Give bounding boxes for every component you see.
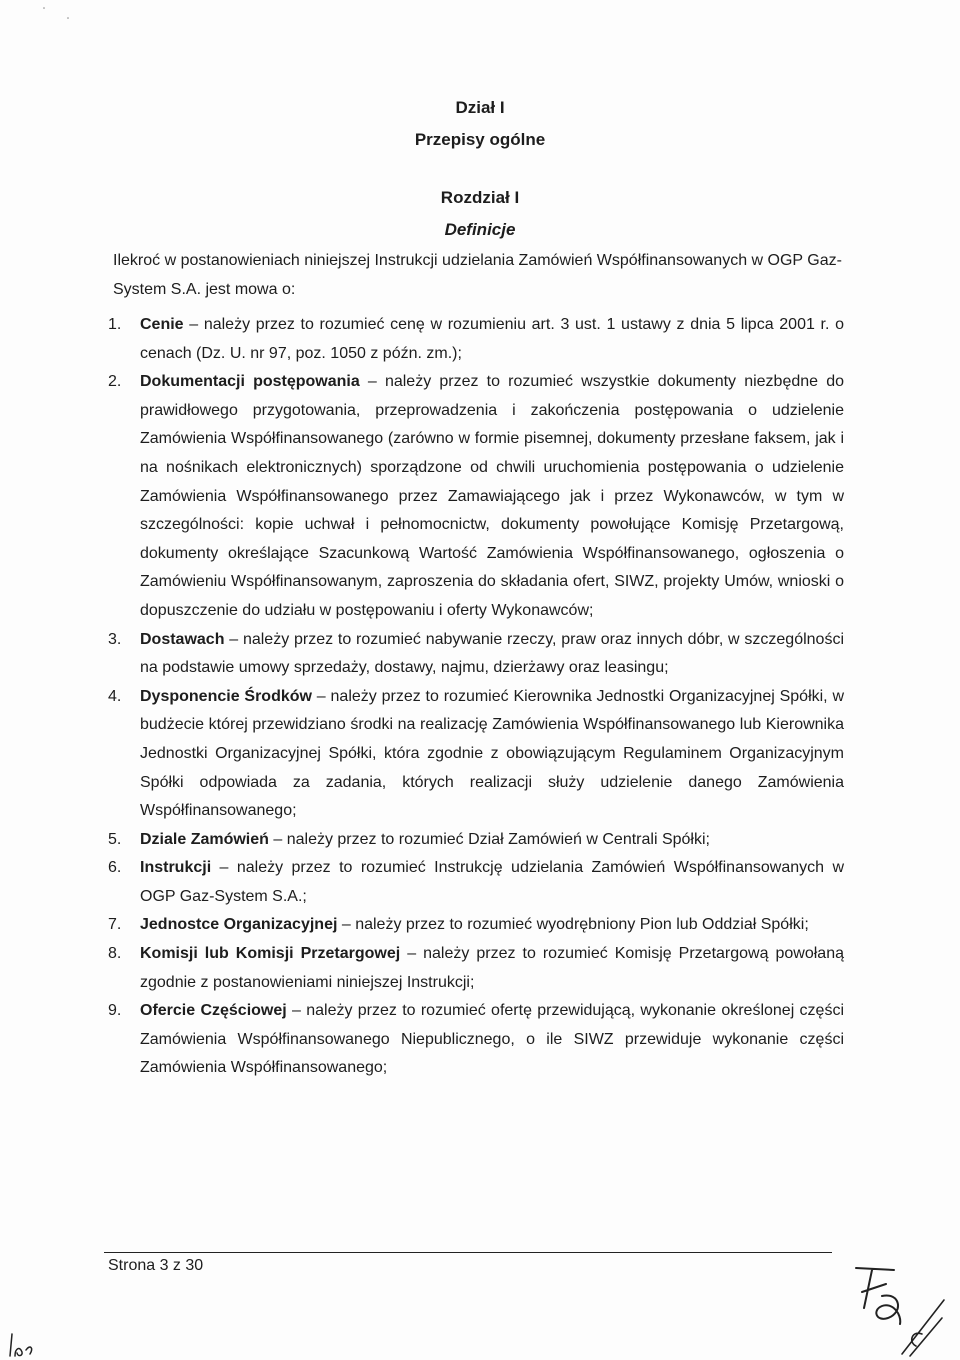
item-number: 2. [108, 373, 122, 391]
definitions-list [104, 311, 844, 1083]
defined-term: Jednostce Organizacyjnej [140, 916, 338, 934]
footer-divider [104, 1252, 832, 1253]
item-number: 1. [108, 316, 122, 333]
defined-term: Cenie [140, 316, 184, 333]
definition-text: – należy przez to rozumieć wyodrębniony Pion lub Oddział Spółki; [337, 916, 809, 934]
item-number: 5. [108, 830, 122, 848]
definition-item [104, 854, 844, 911]
definition-text: – należy przez to rozumieć nabywanie rzeczy, praw oraz innych dóbr, w szczególności na podstawie umowy sprzedaży, dostawy, najmu, dzierżawy oraz leasingu; [140, 630, 844, 677]
section-heading: Dział I [455, 98, 505, 117]
defined-term: Dokumentacji postępowania [140, 373, 360, 391]
definition-text: – należy przez to rozumieć wszystkie dokumenty niezbędne do prawidłowego przygotowania, przeprowadzenia i zakończenia postępowania o udzielenie Zamówienia Współfinansowanego (zarówno w formie pisemnej, dokumenty przesłane faksem, jak i na nośnikach elektronicznych) sporządzone od chwili uruchomienia postępowania o udzielenie Zamówienia Współfinansowanego przez Zamawiającego jak i przez Wykonawców, w tym w szczególności: kopie uchwał i pełnomocnictw, dokumenty powołujące Komisję Przetargową, dokumenty określające Szacunkową Wartość Zamówienia Współfinansowanego, ogłoszenia o Zamówieniu Współfinansowanym, zaproszenia do składania ofert, SIWZ, projekty Umów, wnioski o dopuszczenie do udziału w postępowaniu i oferty Wykonawców; [140, 373, 844, 619]
item-number: 3. [108, 630, 122, 648]
page-number: Strona 3 z 30 [108, 1257, 204, 1274]
definition-item [104, 826, 844, 855]
section-subheading: Przepisy ogólne [414, 130, 546, 149]
item-number: 6. [108, 859, 122, 877]
defined-term: Dostawach [140, 630, 225, 648]
defined-term: Dysponencie Środków [140, 687, 312, 705]
defined-term: Dziale Zamówień [140, 830, 269, 848]
item-number: 7. [108, 916, 122, 934]
definition-item [104, 997, 844, 1083]
definition-item [104, 311, 844, 368]
definition-item [104, 683, 844, 826]
handwritten-paraph-icon [898, 1296, 948, 1358]
item-number: 4. [108, 687, 122, 705]
definition-text: – należy przez to rozumieć Instrukcję udzielania Zamówień Współfinansowanych w OGP Gaz-System S.A.; [140, 859, 844, 905]
definition-item [104, 368, 844, 625]
intro-paragraph: Ilekroć w postanowieniach niniejszej Instrukcji udzielania Zamówień Współfinansowanych w OGP Gaz-System S.A. jest mowa o: [113, 252, 842, 298]
definition-text: – należy przez to rozumieć Dział Zamówień w Centrali Spółki; [268, 830, 710, 848]
item-number: 8. [108, 945, 122, 963]
definition-text: – należy przez to rozumieć cenę w rozumieniu art. 3 ust. 1 ustawy z dnia 5 lipca 2001 r. o cenach (Dz. U. nr 97, poz. 1050 z późn. zm.); [140, 316, 844, 362]
definition-text: – należy przez to rozumieć Kierownika Jednostki Organizacyjnej Spółki, w budżecie której przewidziano środki na realizację Zamówienia Współfinansowanego lub Kierownika Jednostki Organizacyjnej Spółki, która zgodnie z obowiązującym Regulaminem Organizacyjnym Spółki odpowiada za zadania, których realizacji służy udzielenie danego Zamówienia Współfinansowanego; [140, 687, 845, 820]
defined-term: Instrukcji [140, 859, 212, 877]
handwritten-initials-icon [6, 1326, 40, 1360]
defined-term: Komisji lub Komisji Przetargowej [140, 945, 401, 963]
item-number: 9. [108, 1002, 122, 1020]
definition-item [104, 911, 844, 940]
chapter-subheading: Definicje [444, 220, 516, 239]
definition-text: – należy przez to rozumieć ofertę przewidującą, wykonanie określonej części Zamówienia Współfinansowanego Niepublicznego, o ile SIWZ przewiduje wykonanie części Zamówienia Współfinansowanego; [140, 1002, 844, 1077]
definition-item [104, 940, 844, 997]
defined-term: Ofercie Częściowej [140, 1002, 287, 1020]
scan-specks [38, 0, 78, 30]
chapter-heading: Rozdział I [440, 188, 520, 207]
definition-text: – należy przez to rozumieć Komisję Przetargową powołaną zgodnie z postanowieniami niniejszej Instrukcji; [140, 945, 844, 991]
definition-item [104, 626, 844, 683]
